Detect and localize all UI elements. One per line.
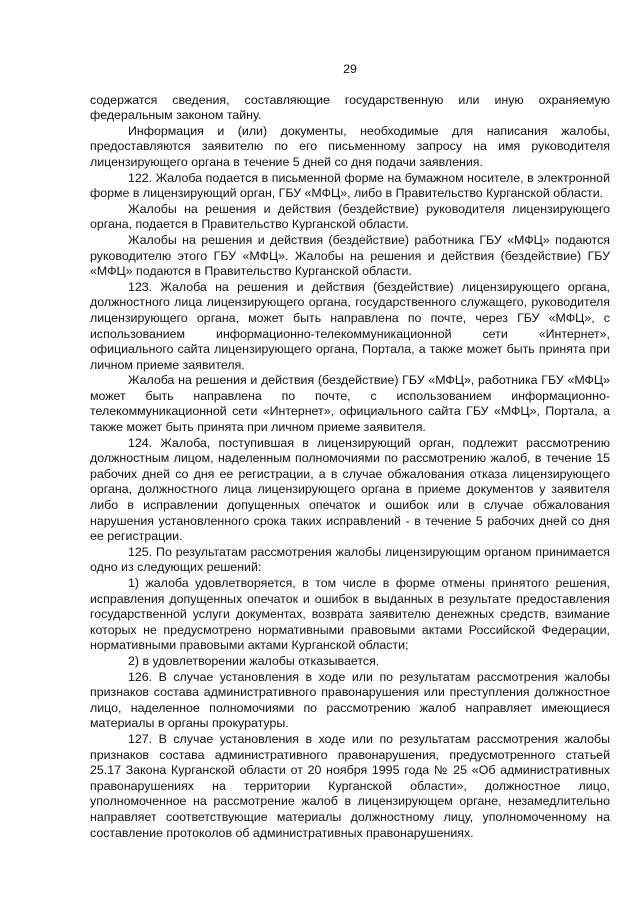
paragraph-122: 122. Жалоба подается в письменной форме на бумажном носителе, в электронной форме в лицензирующий орган, ГБУ «МФЦ», либо в Правительство Курганской области.	[90, 170, 610, 201]
paragraph-complaints-head: Жалобы на решения и действия (бездействие) руководителя лицензирующего органа, подается в Правительство Курганской области.	[90, 201, 610, 232]
paragraph-127: 127. В случае установления в ходе или по результатам рассмотрения жалобы признаков состава административного правонарушения, предусмотренного статьей 25.17 Закона Курганской области от 20 ноября 1995 года № 25 «Об административных правонарушениях на территории Курганской области», должностное лицо, уполномоченное на рассмотрение жалоб в лицензирующем органе, незамедлительно направляет соответствующие материалы должностному лицу, уполномоченному на составление протоколов об административных правонарушениях.	[90, 731, 610, 840]
page-number: 29	[343, 62, 357, 76]
paragraph-123: 123. Жалоба на решения и действия (бездействие) лицензирующего органа, должностного лица лицензирующего органа, государственного служащего, руководителя лицензирующего органа, может быть направлена по почте, через ГБУ «МФЦ», с использованием информационно-телекоммуникационной сети «Интернет», официального сайта лицензирующего органа, Портала, а также может быть принята при личном приеме заявителя.	[90, 279, 610, 372]
paragraph-126: 126. В случае установления в ходе или по результатам рассмотрения жалобы признаков состава административного правонарушения или преступления должностное лицо, наделенное полномочиями по рассмотрению жалоб направляет имеющиеся материалы в органы прокуратуры.	[90, 669, 610, 731]
paragraph-complaints-mfc: Жалобы на решения и действия (бездействие) работника ГБУ «МФЦ» подаются руководителю этого ГБУ «МФЦ». Жалобы на решения и действия (бездействие) ГБУ «МФЦ» подаются в Правительство Курганской области.	[90, 232, 610, 279]
paragraph-complaint-mfc-channels: Жалоба на решения и действия (бездействие) ГБУ «МФЦ», работника ГБУ «МФЦ» может быть направлена по почте, с использованием информационно-телекоммуникационной сети «Интернет», официального сайта ГБУ «МФЦ», Портала, а также может быть принята при личном приеме заявителя.	[90, 373, 610, 435]
paragraph-continuation: содержатся сведения, составляющие государственную или иную охраняемую федеральным законом тайну.	[90, 92, 610, 123]
paragraph-124: 124. Жалоба, поступившая в лицензирующий орган, подлежит рассмотрению должностным лицом, наделенным полномочиями по рассмотрению жалоб, в течение 15 рабочих дней со дня ее регистрации, а в случае обжалования отказа лицензирующего органа, должностного лица лицензирующего органа в приеме документов у заявителя либо в исправлении допущенных опечаток и ошибок или в случае обжалования нарушения установленного срока таких исправлений - в течение 5 рабочих дней со дня ее регистрации.	[90, 435, 610, 544]
paragraph-decision-1: 1) жалоба удовлетворяется, в том числе в форме отмены принятого решения, исправления допущенных опечаток и ошибок в выданных в результате предоставления государственной услуги документах, возврата заявителю денежных средств, взимание которых не предусмотрено нормативными правовыми актами Российской Федерации, нормативными правовыми актами Курганской области;	[90, 576, 610, 653]
paragraph-decision-2: 2) в удовлетворении жалобы отказывается.	[128, 653, 380, 668]
document-page	[90, 62, 610, 841]
paragraph-info-documents: Информация и (или) документы, необходимые для написания жалобы, предоставляются заявителю по его письменному запросу на имя руководителя лицензирующего органа в течение 5 дней со дня подачи заявления.	[90, 123, 610, 169]
paragraph-125: 125. По результатам рассмотрения жалобы лицензирующим органом принимается одно из следующих решений:	[90, 544, 610, 575]
